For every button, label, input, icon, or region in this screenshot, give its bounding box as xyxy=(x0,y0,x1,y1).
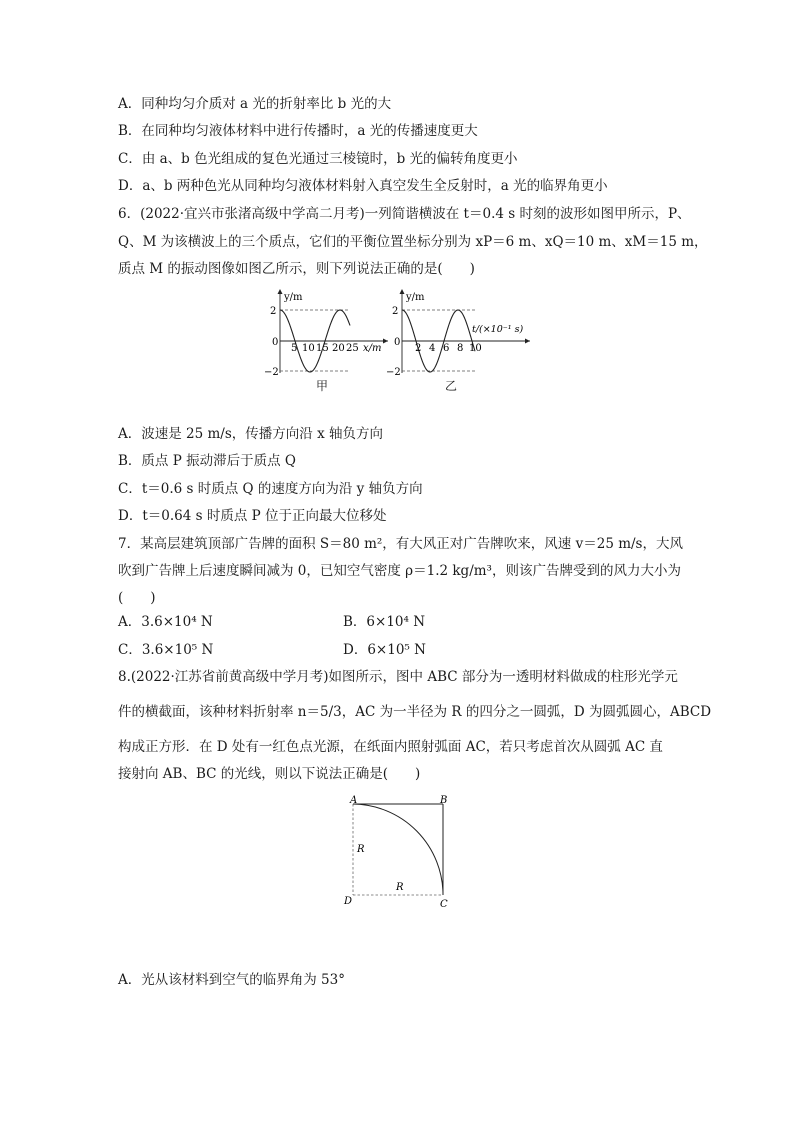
y-label: y/m xyxy=(284,292,303,303)
q6-option-c: C．t＝0.6 s 时质点 Q 的速度方向为沿 y 轴负方向 xyxy=(118,481,423,497)
q6-stem-line2: Q、M 为该横波上的三个质点，它们的平衡位置坐标分别为 xP＝6 m、xQ＝10 m、xM＝15 m， xyxy=(118,234,708,250)
q7-option-b: B．6×10⁴ N xyxy=(343,614,426,630)
x-tick: 15 xyxy=(316,343,329,354)
t-axis-arrow xyxy=(525,339,530,344)
x-tick: 25 xyxy=(346,343,359,354)
q5-option-a: A．同种均匀介质对 a 光的折射率比 b 光的大 xyxy=(118,96,392,112)
q7-stem-line3: ( ) xyxy=(118,590,156,606)
q6-option-b: B．质点 P 振动滞后于质点 Q xyxy=(118,453,296,469)
q5-option-b: B．在同种均匀液体材料中进行传播时，a 光的传播速度更大 xyxy=(118,123,478,139)
q7-stem-line1: 7．某高层建筑顶部广告牌的面积 S＝80 m²，有大风正对广告牌吹来，风速 v＝25 m/s，大风 xyxy=(118,536,683,552)
y-tick: 0 xyxy=(394,337,401,348)
label-R-bottom: R xyxy=(396,882,404,893)
q6-stem-line1: 6．(2022·宜兴市张渚高级中学高二月考)一列简谐横波在 t＝0.4 s 时刻的波形如图甲所示，P、 xyxy=(118,206,691,222)
label-D: D xyxy=(344,896,353,907)
graph-jia xyxy=(264,289,388,378)
q5-option-d: D．a、b 两种色光从同种均匀液体材料射入真空发生全反射时，a 光的临界角更小 xyxy=(118,178,608,194)
q8-stem-line1: 8.(2022·江苏省前黄高级中学月考)如图所示，图中 ABC 部分为一透明材料做成的柱形光学元 xyxy=(118,669,678,685)
q8-stem-line4: 接射向 AB、BC 的光线，则以下说法正确是( ) xyxy=(118,766,421,782)
y-tick: −2 xyxy=(386,367,401,378)
q5-option-c: C．由 a、b 色光组成的复色光通过三棱镜时，b 光的偏转角度更小 xyxy=(118,151,518,167)
t-tick: 6 xyxy=(443,343,450,354)
x-axis-arrow xyxy=(383,339,388,344)
graph-yi-caption: 乙 xyxy=(445,379,458,393)
label-R-left: R xyxy=(357,844,365,855)
y-axis-arrow xyxy=(400,289,405,294)
q8-stem-line3: 构成正方形．在 D 处有一红色点光源，在纸面内照射弧面 AC，若只考虑首次从圆弧 AC 直 xyxy=(118,739,663,755)
t-tick: 4 xyxy=(429,343,436,354)
x-tick: 10 xyxy=(302,343,315,354)
graph-jia-caption: 甲 xyxy=(316,379,329,393)
x-tick: 20 xyxy=(332,343,345,354)
q7-option-a: A．3.6×10⁴ N xyxy=(118,614,213,630)
y-tick: 2 xyxy=(392,306,399,317)
x-label: x/m xyxy=(363,343,382,354)
q6-wave-figures xyxy=(260,285,540,378)
y-tick: 2 xyxy=(270,306,277,317)
q6-option-a: A．波速是 25 m/s，传播方向沿 x 轴负方向 xyxy=(118,426,383,442)
q6-stem-line3: 质点 M 的振动图像如图乙所示，则下列说法正确的是( ) xyxy=(118,261,475,277)
q8-square-arc-figure xyxy=(340,792,455,912)
t-tick: 10 xyxy=(469,343,482,354)
t-label: t/(×10⁻¹ s) xyxy=(472,324,524,335)
q8-stem-line2: 件的横截面，该种材料折射率 n＝5/3，AC 为一半径为 R 的四分之一圆弧，D 为圆弧圆心，ABCD xyxy=(118,704,712,720)
q6-option-d: D．t＝0.64 s 时质点 P 位于正向最大位移处 xyxy=(118,508,387,524)
t-tick: 2 xyxy=(415,343,422,354)
q8-option-a: A．光从该材料到空气的临界角为 53° xyxy=(118,972,345,988)
q7-option-d: D．6×10⁵ N xyxy=(343,642,426,658)
q7-stem-line2: 吹到广告牌上后速度瞬间减为 0，已知空气密度 ρ＝1.2 kg/m³，则该广告牌受到的风力大小为 xyxy=(118,563,681,579)
t-tick: 8 xyxy=(457,343,464,354)
label-B: B xyxy=(440,795,448,806)
y-tick: 0 xyxy=(272,337,279,348)
y-label: y/m xyxy=(406,292,425,303)
x-tick: 5 xyxy=(291,343,298,354)
q7-option-c: C．3.6×10⁵ N xyxy=(118,642,214,658)
y-axis-arrow xyxy=(278,289,283,294)
graph-yi xyxy=(386,289,530,378)
label-A: A xyxy=(350,795,358,806)
y-tick: −2 xyxy=(264,367,279,378)
label-C: C xyxy=(440,899,448,910)
